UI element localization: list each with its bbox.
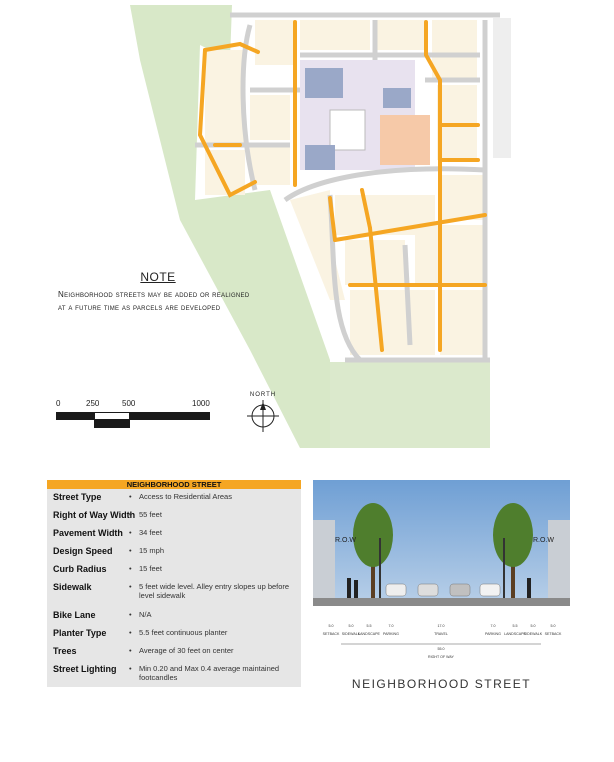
parcel bbox=[300, 20, 370, 50]
building bbox=[305, 145, 335, 170]
dim-value: 5.0 bbox=[550, 624, 556, 628]
parcel bbox=[376, 20, 426, 50]
parcel bbox=[250, 95, 290, 140]
dim-value: 5.5 bbox=[512, 624, 518, 628]
dim-value: 7.0 bbox=[490, 624, 496, 628]
parcel bbox=[437, 85, 477, 160]
parcel-commercial bbox=[380, 115, 430, 165]
building bbox=[383, 88, 411, 108]
row-left-label: R.O.W bbox=[335, 537, 356, 544]
dim-total-label: RIGHT OF WAY bbox=[428, 655, 454, 659]
street-standards-table: NEIGHBORHOOD STREET Street Type • Access to Residential Areas Right of Way Width • 55 feet Pavement Width • 34 feet Design Speed • 15 mph Curb Radius • 15 feet Sidewalk • 5 feet wide level. Alley entry slopes up before level sidewalk Bike Lane • N/A Planter Type • 5.5 feet continuous planter Trees • Average of 30 feet on center Street Lighting • Min 0.20 and Max 0.4 average maintained footcandles bbox=[47, 480, 301, 687]
dim-label: PARKING bbox=[485, 632, 501, 636]
north-arrow-icon bbox=[245, 398, 281, 434]
scale-bar bbox=[52, 399, 212, 433]
row-right-label: R.O.W bbox=[533, 537, 554, 544]
existing-development bbox=[493, 18, 511, 158]
dim-value: 5.0 bbox=[530, 624, 536, 628]
dim-label: PARKING bbox=[383, 632, 399, 636]
section-caption: NEIGHBORHOOD STREET bbox=[351, 677, 532, 691]
dim-value: 17.0 bbox=[437, 624, 445, 628]
car bbox=[450, 584, 470, 596]
dim-label: SIDEWALK bbox=[341, 632, 361, 636]
map-note bbox=[58, 270, 258, 314]
parcel bbox=[350, 290, 435, 355]
parcel bbox=[432, 20, 477, 80]
car bbox=[386, 584, 406, 596]
dim-total: 55.0 bbox=[437, 647, 445, 651]
scale-label: 500 bbox=[122, 399, 136, 408]
table-title: NEIGHBORHOOD STREET bbox=[47, 480, 301, 489]
parcel bbox=[440, 175, 485, 220]
north-label: NORTH bbox=[249, 392, 277, 398]
scale-label: 0 bbox=[56, 399, 61, 408]
street-section-rendering bbox=[313, 480, 570, 671]
dim-label: LANDSCAPE bbox=[504, 632, 526, 636]
parcel bbox=[205, 50, 245, 145]
open-space-south bbox=[330, 362, 490, 448]
dim-label: TRAVEL bbox=[434, 632, 448, 636]
dim-label: LANDSCAPE bbox=[358, 632, 380, 636]
note-title: NOTE bbox=[140, 270, 176, 284]
parcel bbox=[440, 290, 485, 355]
building bbox=[330, 110, 365, 150]
parcel bbox=[250, 145, 290, 185]
parcel bbox=[255, 20, 295, 65]
scale-label: 250 bbox=[86, 399, 100, 408]
dim-value: 5.0 bbox=[348, 624, 354, 628]
north-arrow bbox=[245, 392, 281, 437]
dim-value: 5.5 bbox=[366, 624, 372, 628]
scale-label: 1000 bbox=[192, 399, 210, 408]
dim-label: SETBACK bbox=[544, 632, 562, 636]
dim-value: 5.0 bbox=[328, 624, 334, 628]
car bbox=[480, 584, 500, 596]
note-text: Neighborhood streets may be added or realigned at a future time as parcels are developed bbox=[58, 290, 250, 312]
car bbox=[418, 584, 438, 596]
parcel bbox=[415, 225, 485, 285]
dim-value: 7.0 bbox=[388, 624, 394, 628]
building bbox=[305, 68, 343, 98]
dim-label: SETBACK bbox=[322, 632, 340, 636]
dim-label: SIDEWALK bbox=[523, 632, 543, 636]
